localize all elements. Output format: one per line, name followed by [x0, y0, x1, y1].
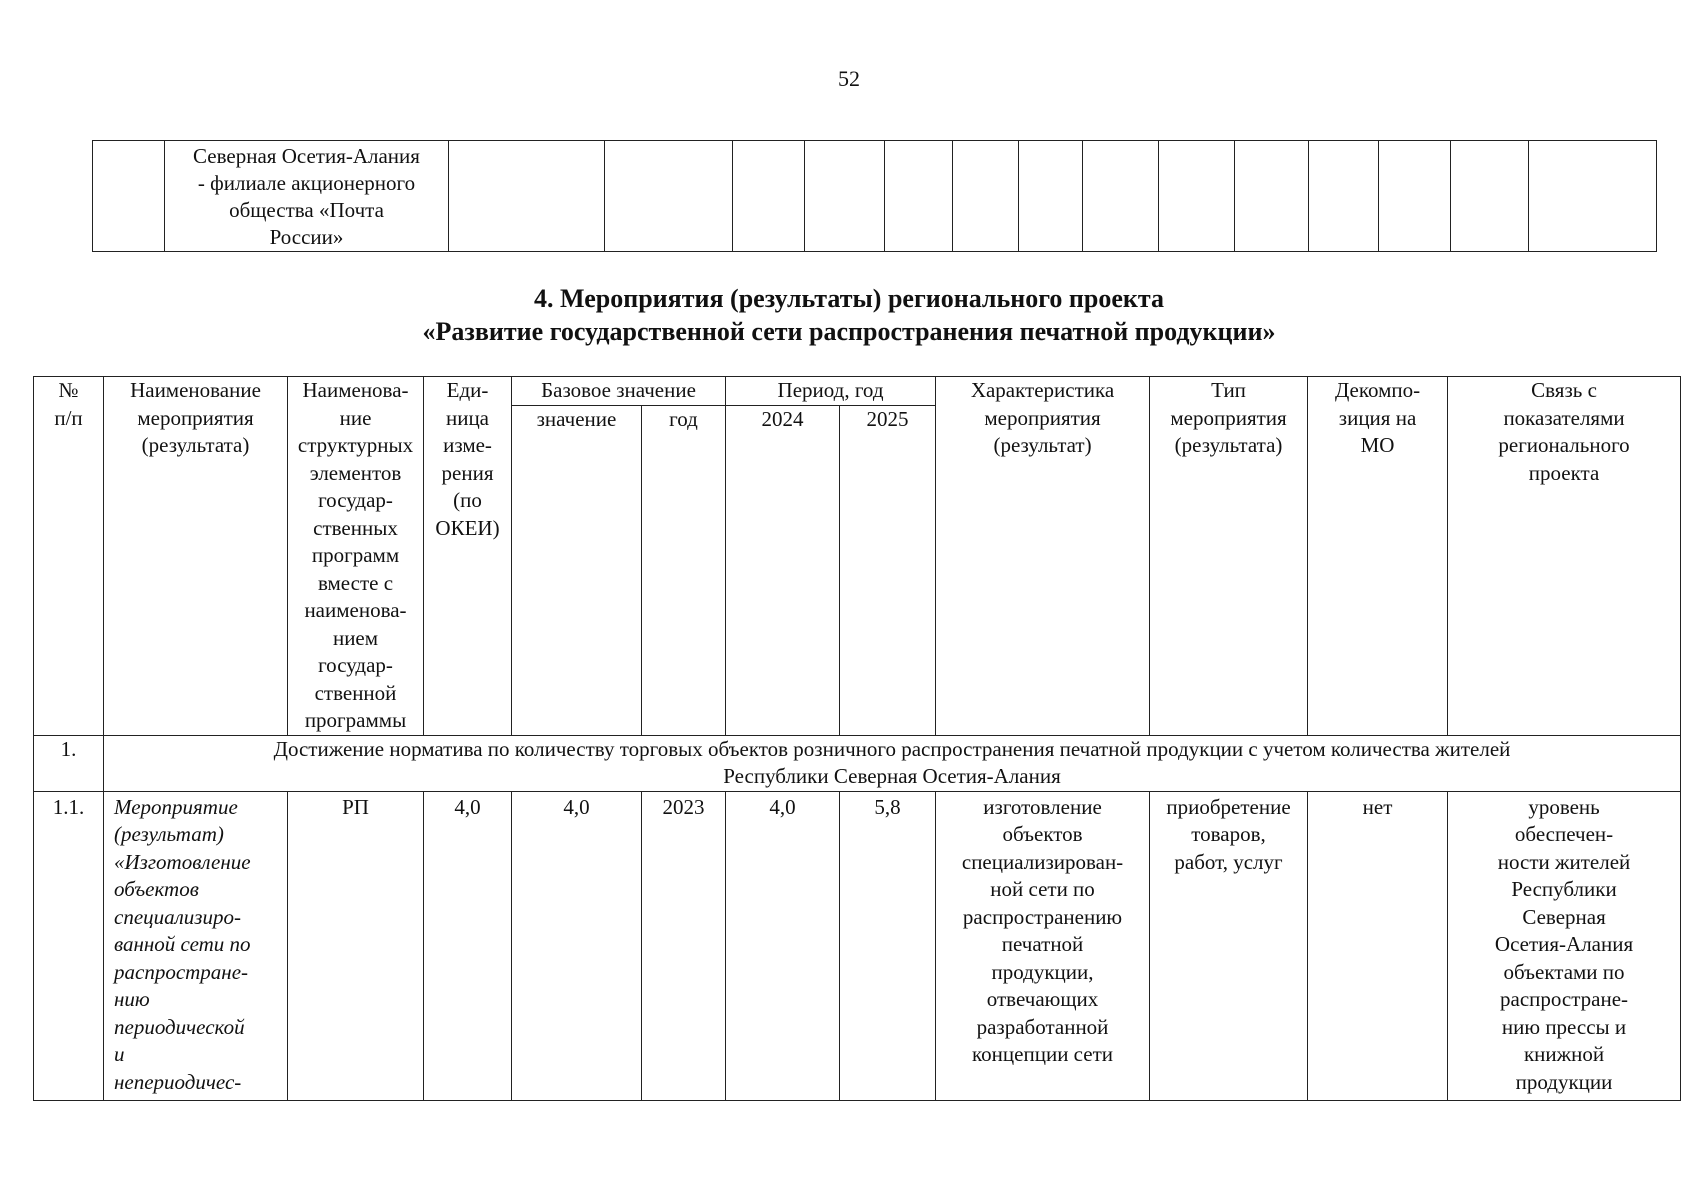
header-line: ственных [313, 515, 398, 540]
section-num: 1. [34, 735, 104, 791]
text-line: России» [269, 225, 344, 249]
table-cell [1019, 141, 1083, 252]
header-line: мероприятия [1170, 405, 1287, 430]
header-line: программы [304, 708, 407, 732]
row-characteristic [936, 791, 1150, 1100]
header-line: мероприятия [984, 405, 1101, 430]
table-cell [605, 141, 733, 252]
text-line: общества «Почта [229, 198, 384, 222]
header-line: вместе с [317, 570, 394, 595]
header-line: (результат) [993, 433, 1092, 457]
section-title [0, 282, 1698, 348]
header-base-value-year: год [642, 405, 726, 735]
table-cell [1451, 141, 1529, 252]
header-line: государ- [318, 488, 393, 512]
text-line: нию прессы и [1501, 1014, 1627, 1039]
header-line: наименова- [304, 598, 407, 622]
table-cell [805, 141, 885, 252]
text-line: Северная [1522, 904, 1606, 929]
table-row [34, 791, 1681, 1100]
row-link [1448, 791, 1681, 1100]
text-line: изготовление [983, 794, 1102, 819]
section-text-line: Республики Северная Осетия-Алания [723, 764, 1061, 788]
text-line: ванной сети по [114, 932, 251, 956]
header-line: изме- [443, 433, 492, 457]
header-num [34, 377, 104, 736]
header-link-indicators [1448, 377, 1681, 736]
header-year-2024: 2024 [726, 405, 840, 735]
text-line: нию [114, 987, 150, 1011]
header-type [1150, 377, 1308, 736]
page-number: 52 [838, 66, 860, 91]
header-line: Наименование [130, 378, 261, 402]
text-line: обеспечен- [1514, 822, 1614, 846]
text-line: распростране- [114, 959, 249, 984]
text-line: непериодичес- [114, 1069, 242, 1094]
text-line: распростране- [1500, 987, 1629, 1011]
text-line: объектов [1002, 822, 1083, 846]
header-line: показателями [1503, 405, 1625, 430]
text-line: «Изготовление [114, 849, 251, 874]
text-line: товаров, [1191, 822, 1266, 846]
header-line: программ [311, 543, 400, 567]
header-decomposition [1308, 377, 1448, 736]
row-num: 1.1. [34, 791, 104, 1100]
row-struct: РП [288, 791, 424, 1100]
section-text-line: Достижение норматива по количеству торговых объектов розничного распространения печатной продукции с учетом количества жителей [273, 736, 1511, 761]
row-2025: 5,8 [840, 791, 936, 1100]
text-line: разработанной [976, 1014, 1109, 1039]
header-line: регионального [1498, 433, 1630, 457]
header-line: п/п [54, 405, 83, 430]
header-row [34, 377, 1681, 406]
header-line: Характеристика [970, 378, 1115, 402]
header-line: МО [1360, 433, 1395, 457]
row-base-value: 4,0 [512, 791, 642, 1100]
row-decomposition: нет [1308, 791, 1448, 1100]
header-structural-elements [288, 377, 424, 736]
continuation-row [93, 141, 1657, 252]
text-line: концепции сети [972, 1042, 1113, 1066]
header-line: зиция на [1338, 405, 1417, 430]
header-name [104, 377, 288, 736]
text-line: продукции, [991, 959, 1094, 984]
header-line: Тип [1211, 378, 1246, 402]
text-line: книжной [1523, 1042, 1605, 1066]
text-line: печатной [1001, 932, 1084, 956]
header-unit [424, 377, 512, 736]
header-characteristic [936, 377, 1150, 736]
header-period: Период, год [726, 377, 936, 406]
header-line: структурных [297, 433, 414, 457]
text-line: Осетия-Алания [1494, 932, 1634, 956]
text-line: объектов [114, 877, 199, 901]
row-2024: 4,0 [726, 791, 840, 1100]
text-line: Мероприятие [114, 794, 238, 819]
table-cell [1235, 141, 1309, 252]
row-name [104, 791, 288, 1100]
header-line: Еди- [446, 378, 489, 402]
activities-table [33, 376, 1681, 1101]
header-year-2025: 2025 [840, 405, 936, 735]
table-cell [953, 141, 1019, 252]
header-line: (по [453, 488, 482, 512]
section-title-line: 4. Мероприятия (результаты) регионального проекта [534, 284, 1164, 313]
header-line: государ- [318, 653, 393, 677]
text-line: Северная Осетия-Алания [193, 144, 420, 168]
text-line: ной сети по [990, 877, 1095, 901]
header-line: (результата) [1174, 433, 1283, 457]
text-line: специализиро- [114, 904, 241, 929]
row-base-year: 2023 [642, 791, 726, 1100]
text-line: приобретение [1166, 794, 1291, 819]
table-cell [1159, 141, 1235, 252]
header-line: ственной [314, 680, 397, 705]
text-line: специализирован- [961, 849, 1124, 874]
text-line: ности жителей [1497, 849, 1631, 874]
header-line: (результата) [141, 433, 250, 457]
section-text [104, 735, 1681, 791]
row-unit: 4,0 [424, 791, 512, 1100]
table-cell [733, 141, 805, 252]
header-line: проекта [1528, 460, 1600, 485]
continuation-name-cell [165, 141, 449, 252]
header-line: № [58, 378, 79, 402]
text-line: и [114, 1042, 125, 1066]
text-line: (результат) [114, 822, 224, 846]
table-cell [1083, 141, 1159, 252]
header-line: ОКЕИ) [435, 515, 500, 540]
header-line: элементов [309, 460, 402, 485]
header-line: рения [441, 460, 494, 485]
section-title-line: «Развитие государственной сети распространения печатной продукции» [422, 317, 1276, 346]
text-line: уровень [1528, 794, 1600, 819]
header-line: Связь с [1531, 378, 1597, 402]
table-cell [93, 141, 165, 252]
text-line: периодической [114, 1014, 245, 1039]
text-line: Республики [1511, 877, 1617, 901]
header-line: ние [339, 405, 372, 430]
header-line: Наименова- [302, 378, 409, 402]
text-line: работ, услуг [1174, 849, 1283, 874]
table-cell [1529, 141, 1657, 252]
header-base-value: Базовое значение [512, 377, 726, 406]
row-type [1150, 791, 1308, 1100]
table-cell [1309, 141, 1379, 252]
section-row [34, 735, 1681, 791]
text-line: - филиале акционерного [197, 171, 416, 195]
text-line: распространению [962, 904, 1123, 929]
header-line: нием [332, 625, 379, 650]
table-cell [1379, 141, 1451, 252]
header-line: мероприятия [137, 405, 254, 430]
header-line: ница [445, 405, 490, 430]
header-base-value-value: значение [512, 405, 642, 735]
header-line: Декомпо- [1334, 378, 1421, 402]
text-line: отвечающих [986, 987, 1099, 1011]
text-line: продукции [1515, 1069, 1613, 1094]
table-cell [449, 141, 605, 252]
table-cell [885, 141, 953, 252]
text-line: объектами по [1503, 959, 1625, 984]
continuation-table [92, 140, 1657, 252]
